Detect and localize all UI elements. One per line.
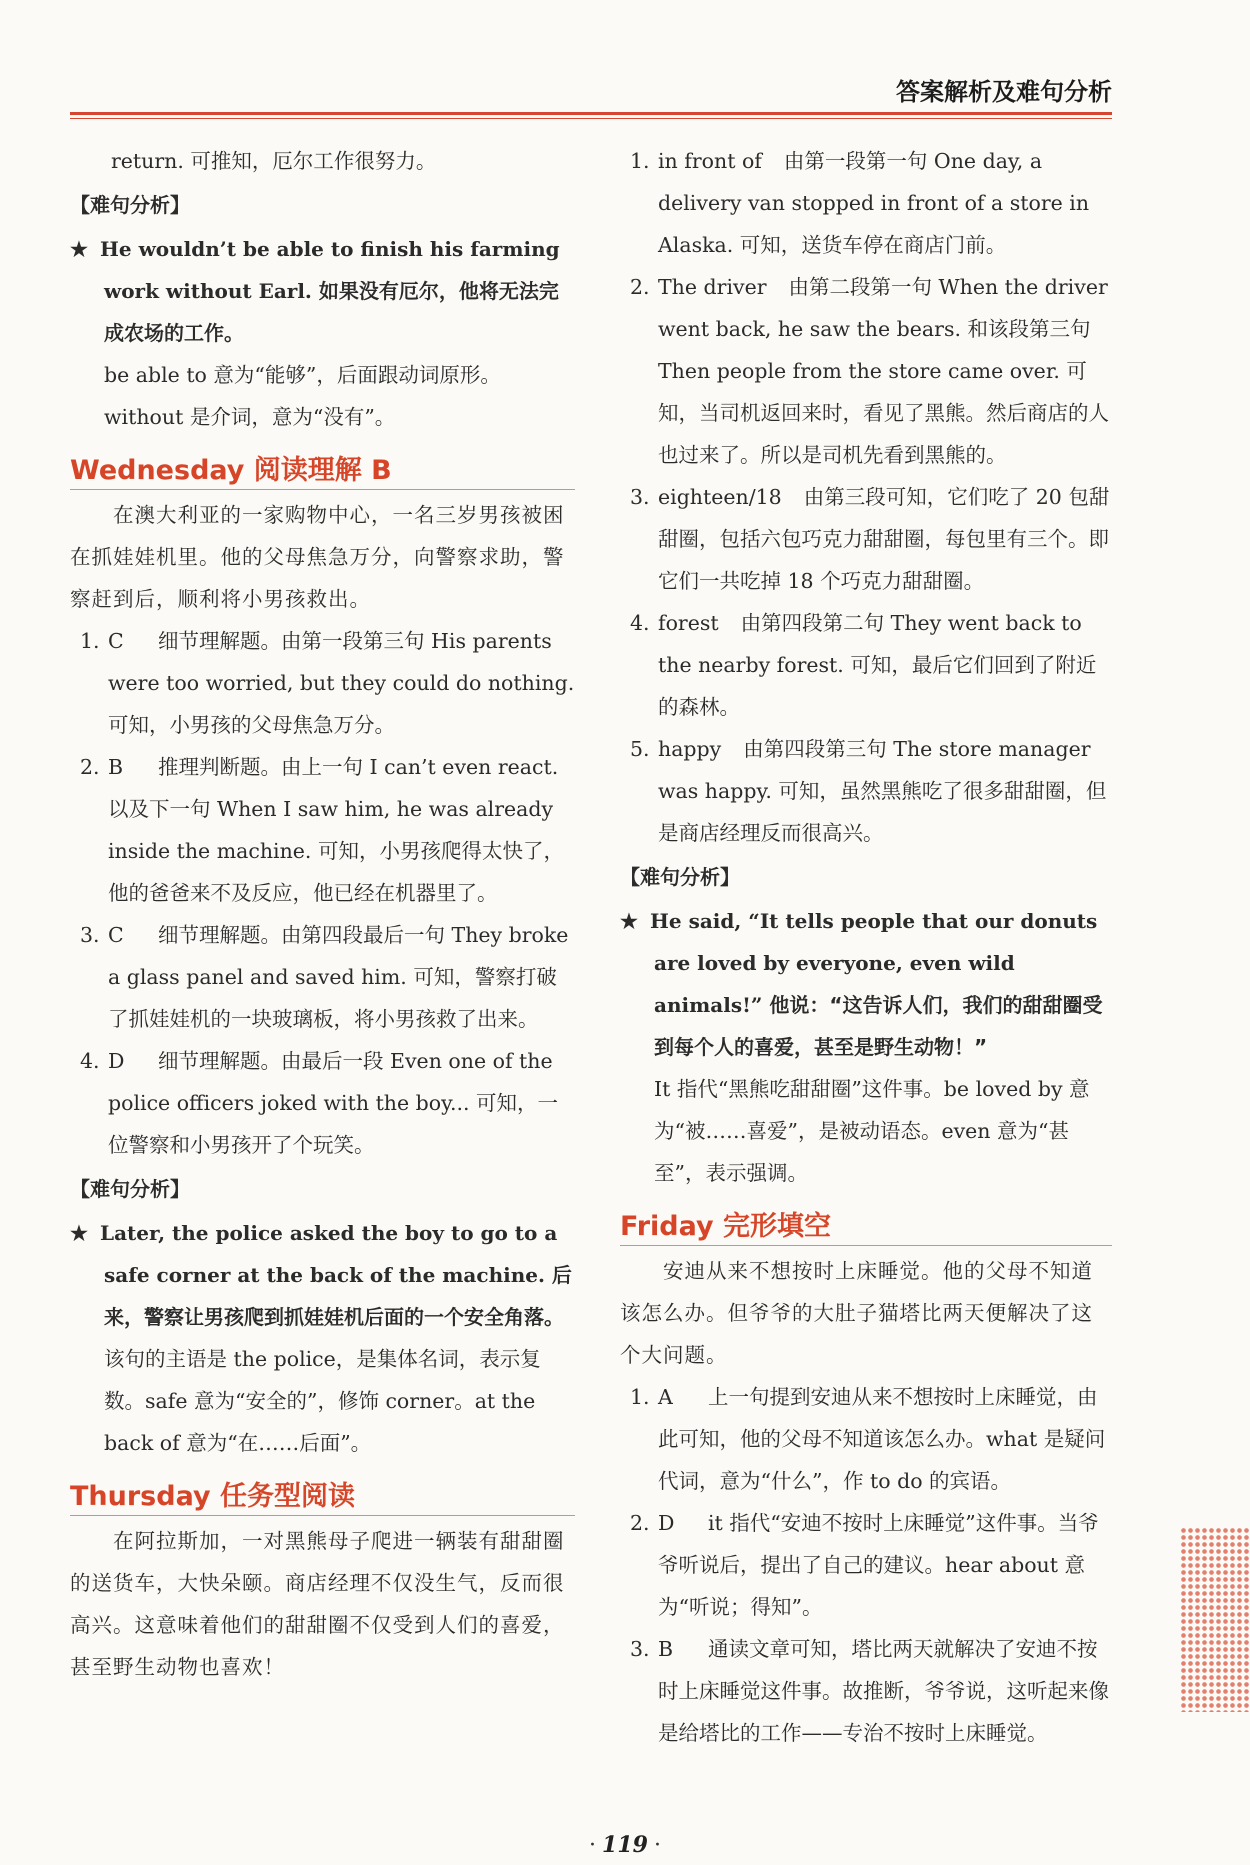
- star-icon: ★: [620, 909, 638, 933]
- section-title: Friday 完形填空: [620, 1211, 832, 1242]
- item-number: 1.: [630, 149, 650, 173]
- header-rule: [70, 112, 1112, 115]
- item-number: 2.: [80, 755, 100, 779]
- answer-item: [70, 914, 575, 1040]
- item-answer: in front of: [658, 149, 762, 173]
- item-explanation: 上一句提到安迪从来不想按时上床睡觉，由此可知，他的父母不知道该怎么办。what 是疑问代词，意为“什么”，作 to do 的宾语。: [658, 1385, 1106, 1493]
- key-sentence-cn: 他说：“这告诉人们，我们的甜甜圈受到每个人的喜爱，甚至是野生动物！”: [654, 993, 1103, 1059]
- item-explanation: 由第一段第一句 One day, a delivery van stopped in front of a store in Alaska. 可知，送货车停在商店门前。: [658, 149, 1090, 257]
- section-heading-thursday: [70, 1474, 575, 1516]
- note-line: It 指代“黑熊吃甜甜圈”这件事。be loved by 意为“被……喜爱”，是被动语态。even 意为“甚至”，表示强调。: [654, 1077, 1090, 1185]
- item-number: 2.: [630, 275, 650, 299]
- page-number: · 119 ·: [589, 1832, 661, 1858]
- page-header-title: 答案解析及难句分析: [896, 78, 1112, 106]
- section-heading-friday: [620, 1204, 1112, 1246]
- item-number: 3.: [80, 923, 100, 947]
- hard-sentence-label: 【难句分析】: [620, 865, 740, 889]
- section-summary: 在阿拉斯加，一对黑熊母子爬进一辆装有甜甜圈的送货车，大快朵颐。商店经理不仅没生气，反而很高兴。这意味着他们的甜甜圈不仅受到人们的喜爱，甚至野生动物也喜欢！: [70, 1529, 565, 1679]
- page-number-value: 119: [602, 1832, 648, 1858]
- left-column: [70, 140, 575, 1688]
- section-title: Wednesday 阅读理解 B: [70, 455, 392, 486]
- item-explanation: it 指代“安迪不按时上床睡觉”这件事。当爷爷听说后，提出了自己的建议。hear about 意为“听说；得知”。: [658, 1511, 1099, 1619]
- decorative-dot-pattern: [1180, 1527, 1250, 1712]
- answer-item: [620, 728, 1112, 854]
- section-heading-wednesday: [70, 448, 575, 490]
- item-answer: forest: [658, 611, 719, 635]
- item-answer: C: [108, 629, 124, 653]
- star-icon: ★: [70, 237, 88, 261]
- hard-sentence-label: 【难句分析】: [70, 193, 190, 217]
- answer-item: [620, 602, 1112, 728]
- key-sentence: [70, 228, 575, 354]
- note-line: 该句的主语是 the police，是集体名词，表示复数。safe 意为“安全的”，修饰 corner。at the back of 意为“在……后面”。: [104, 1347, 541, 1455]
- answer-item: [70, 746, 575, 914]
- item-explanation: 由第四段第三句 The store manager was happy. 可知，虽然黑熊吃了很多甜甜圈，但是商店经理反而很高兴。: [658, 737, 1107, 845]
- item-number: 3.: [630, 1637, 650, 1661]
- item-answer: happy: [658, 737, 722, 761]
- intro-line: return. 可推知，厄尔工作很努力。: [111, 149, 437, 173]
- item-answer: B: [108, 755, 124, 779]
- note-line: without 是介词，意为“没有”。: [104, 405, 396, 429]
- section-summary: 安迪从来不想按时上床睡觉。他的父母不知道该怎么办。但爷爷的大肚子猫塔比两天便解决了这个大问题。: [620, 1259, 1094, 1367]
- answer-item: [620, 1628, 1112, 1754]
- item-explanation: 细节理解题。由第一段第三句 His parents were too worried, but they could do nothing. 可知，小男孩的父母焦急万分。: [108, 629, 575, 737]
- item-answer: The driver: [658, 275, 767, 299]
- answer-item: [620, 140, 1112, 266]
- item-explanation: 通读文章可知，塔比两天就解决了安迪不按时上床睡觉这件事。故推断，爷爷说，这听起来像是给塔比的工作——专治不按时上床睡觉。: [658, 1637, 1109, 1745]
- item-explanation: 推理判断题。由上一句 I can’t even react. 以及下一句 When I saw him, he was already inside the machine. 可知，小男孩爬得太快了，他的爸爸来不及反应，他已经在机器里了。: [108, 755, 564, 905]
- item-number: 5.: [630, 737, 650, 761]
- item-number: 1.: [80, 629, 100, 653]
- item-number: 4.: [80, 1049, 100, 1073]
- answer-item: [70, 620, 575, 746]
- answer-item: [620, 1376, 1112, 1502]
- item-explanation: 由第三段可知，它们吃了 20 包甜甜圈，包括六包巧克力甜甜圈，每包里有三个。即它们一共吃掉 18 个巧克力甜甜圈。: [658, 485, 1110, 593]
- item-answer: D: [108, 1049, 125, 1073]
- star-icon: ★: [70, 1221, 88, 1245]
- section-title: Thursday 任务型阅读: [70, 1481, 355, 1512]
- header-rule-thin: [70, 118, 1112, 119]
- note-line: be able to 意为“能够”，后面跟动词原形。: [104, 363, 501, 387]
- item-answer: D: [658, 1511, 675, 1535]
- key-sentence-cn: 如果没有厄尔，他将无法完成农场的工作。: [104, 279, 559, 345]
- item-explanation: 由第二段第一句 When the driver went back, he saw the bears. 和该段第三句 Then people from the store came over. 可知，当司机返回来时，看见了黑熊。然后商店的人也过来了。所以是司机先看到黑熊的。: [658, 275, 1109, 467]
- answer-item: [620, 1502, 1112, 1628]
- item-answer: B: [658, 1637, 674, 1661]
- item-answer: eighteen/18: [658, 485, 782, 509]
- item-explanation: 细节理解题。由第四段最后一句 They broke a glass panel and saved him. 可知，警察打破了抓娃娃机的一块玻璃板，将小男孩救了出来。: [108, 923, 569, 1031]
- key-sentence: [620, 900, 1112, 1068]
- answer-item: [70, 1040, 575, 1166]
- item-number: 4.: [630, 611, 650, 635]
- answer-item: [620, 476, 1112, 602]
- key-sentence: [70, 1212, 575, 1338]
- item-explanation: 由第四段第二句 They went back to the nearby forest. 可知，最后它们回到了附近的森林。: [658, 611, 1097, 719]
- item-number: 2.: [630, 1511, 650, 1535]
- right-column: [620, 140, 1112, 1754]
- answer-item: [620, 266, 1112, 476]
- key-sentence-cn: 后来，警察让男孩爬到抓娃娃机后面的一个安全角落。: [104, 1263, 572, 1329]
- hard-sentence-label: 【难句分析】: [70, 1177, 190, 1201]
- key-sentence-en: He wouldn’t be able to finish his farming work without Earl.: [100, 237, 560, 303]
- item-number: 3.: [630, 485, 650, 509]
- key-sentence-en: He said, “It tells people that our donuts are loved by everyone, even wild animals!”: [650, 909, 1098, 1017]
- item-number: 1.: [630, 1385, 650, 1409]
- item-answer: C: [108, 923, 124, 947]
- item-answer: A: [658, 1385, 673, 1409]
- item-explanation: 细节理解题。由最后一段 Even one of the police officers joked with the boy... 可知，一位警察和小男孩开了个玩笑。: [108, 1049, 559, 1157]
- section-summary: 在澳大利亚的一家购物中心，一名三岁男孩被困在抓娃娃机里。他的父母焦急万分，向警察求助，警察赶到后，顺利将小男孩救出。: [70, 503, 565, 611]
- key-sentence-en: Later, the police asked the boy to go to a safe corner at the back of the machine.: [100, 1221, 558, 1287]
